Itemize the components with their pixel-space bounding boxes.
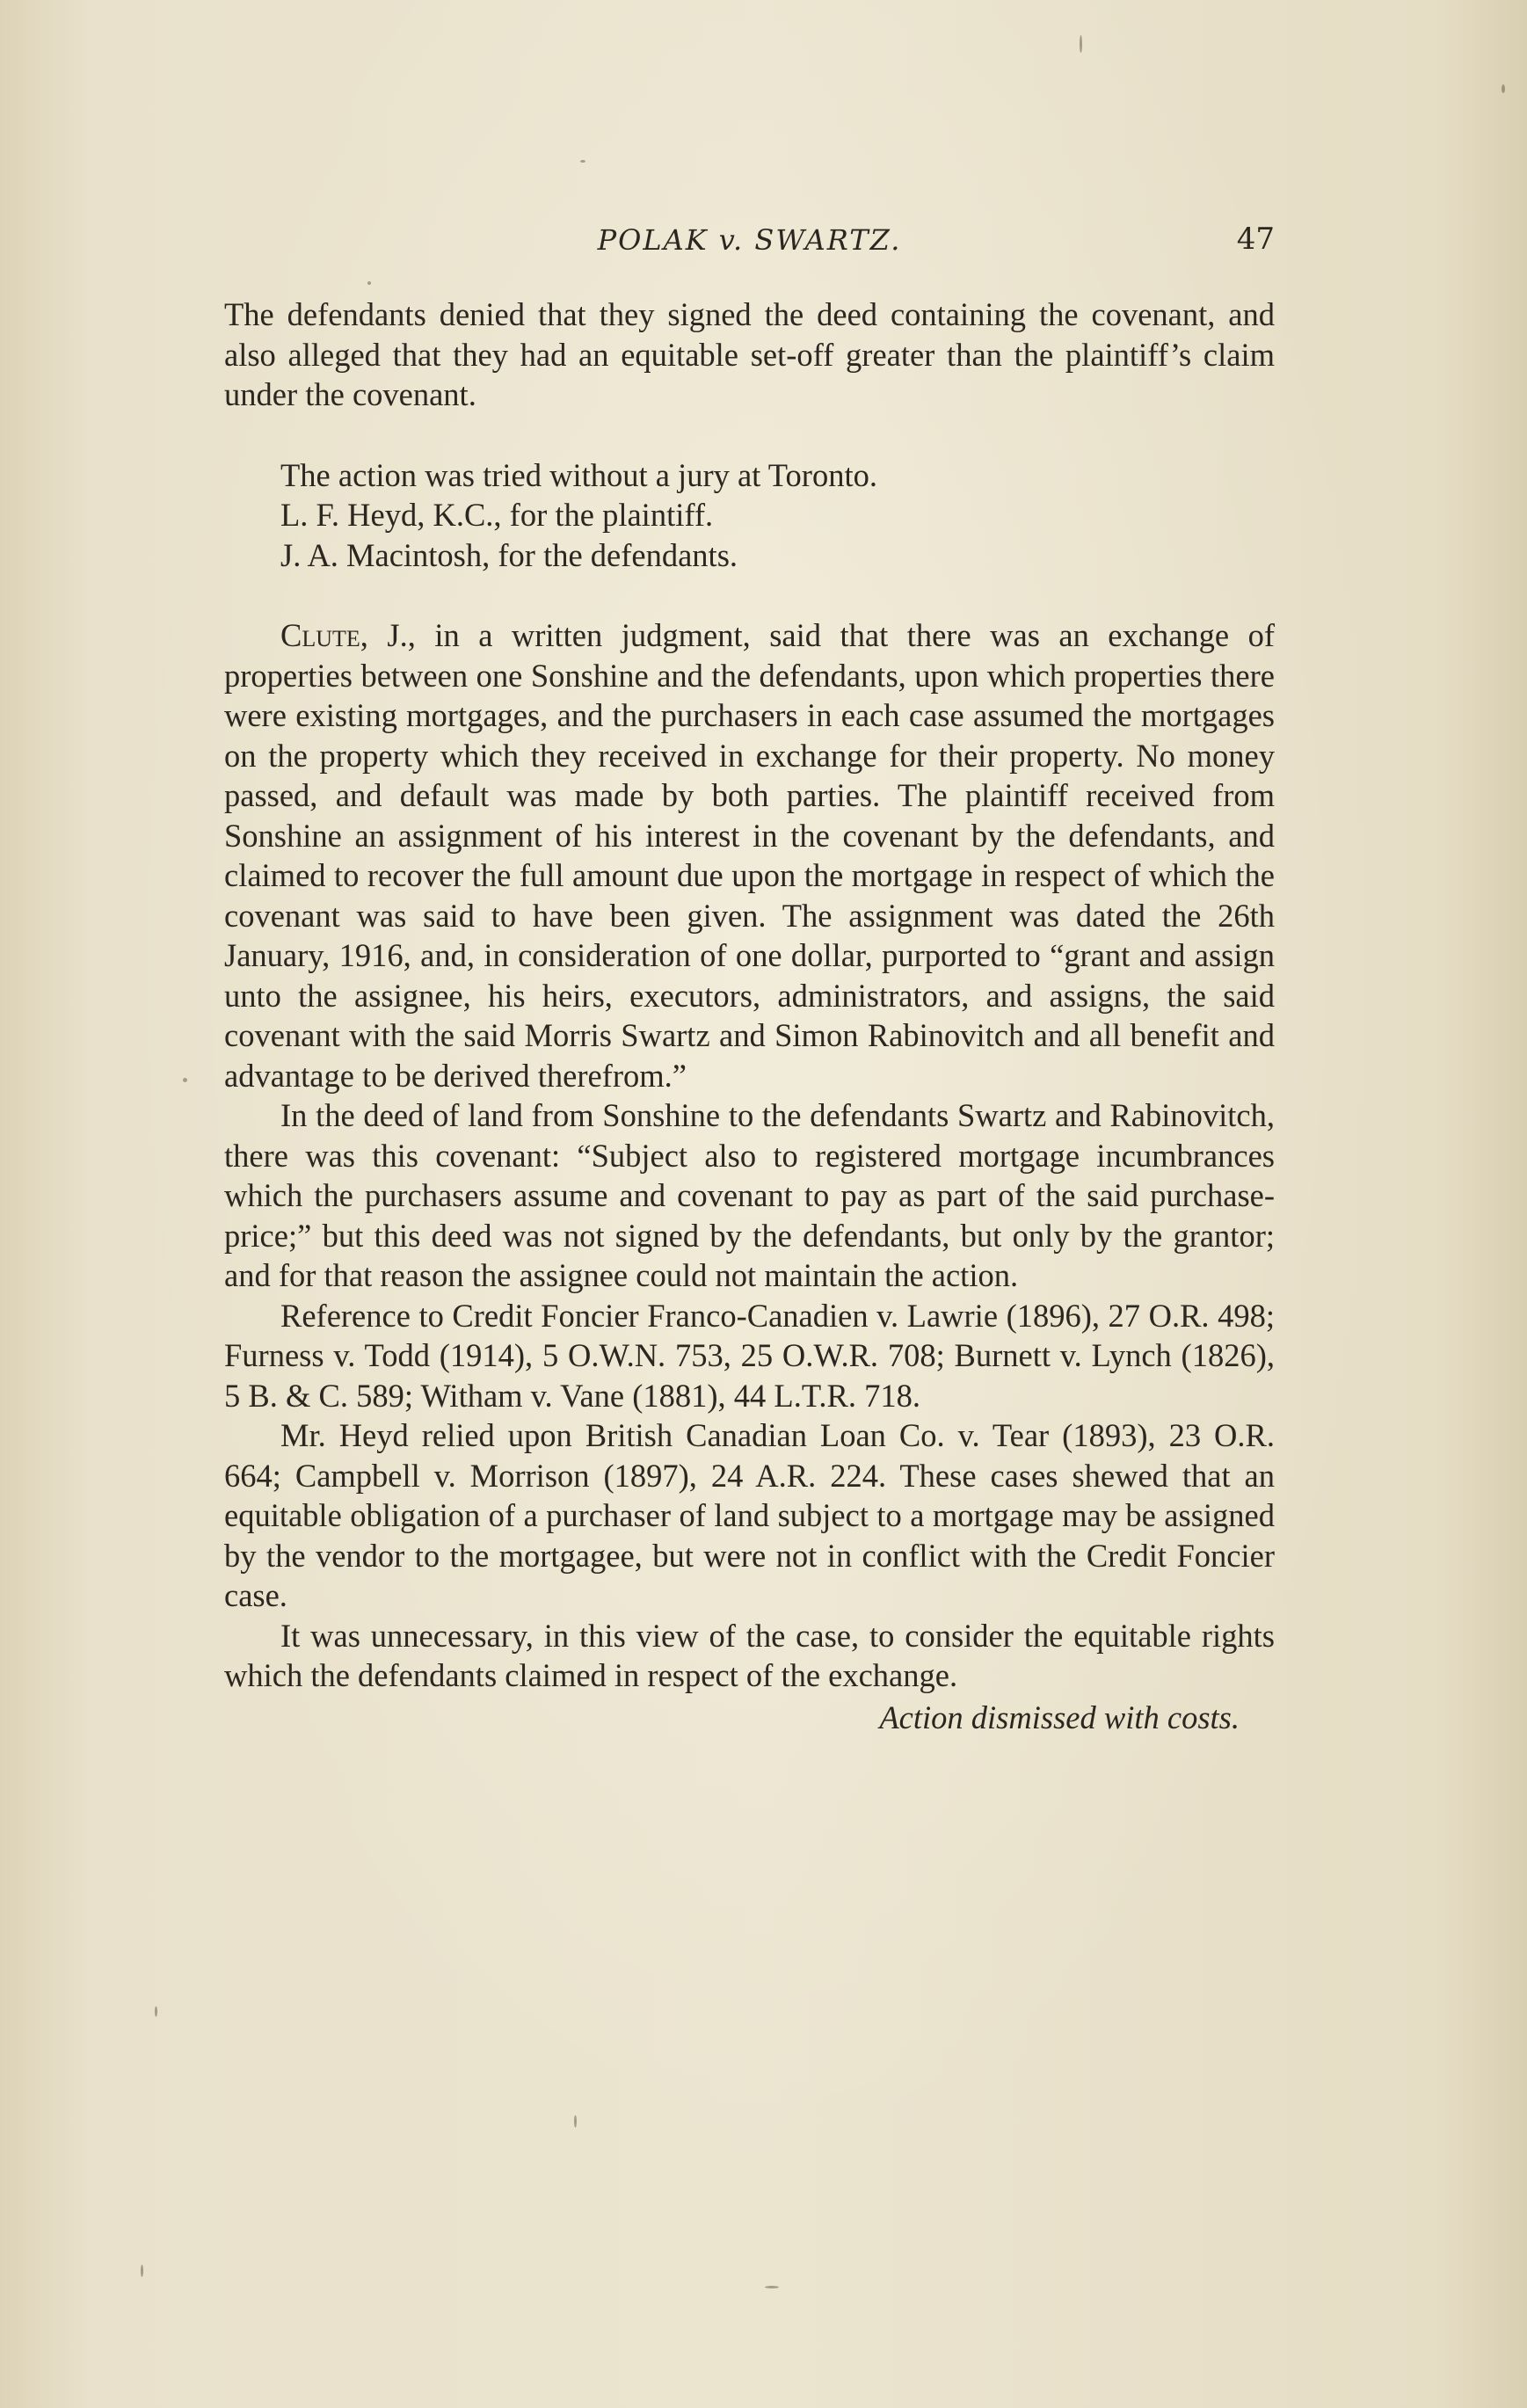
unnecessary-paragraph: It was unnecessary, in this view of the case, to consider the equitable rights which the defendants claimed in respect of the exchange. — [224, 1617, 1275, 1693]
counsel-defendants: J. A. Macintosh, for the defendants. — [280, 536, 738, 573]
paper-speck — [1502, 84, 1505, 93]
page-header — [224, 220, 1275, 264]
reference-paragraph: Reference to Credit Foncier Franco-Canadien v. Lawrie (1896), 27 O.R. 498; Furness v. Todd (1914), 5 O.W.N. 753, 25 O.W.R. 708; Burnett v. Lynch (1826), 5 B. & C. 589; Witham v. Vane (1881), 44 L.T.R. 718. — [224, 1297, 1275, 1414]
paper-speck — [574, 2115, 577, 2128]
page-number: 47 — [1236, 222, 1275, 257]
paper-speck — [367, 281, 371, 285]
paper-speck — [183, 1078, 187, 1082]
paper-speck — [580, 160, 585, 163]
running-title: POLAK v. SWARTZ. — [597, 223, 902, 257]
paper-speck — [1080, 35, 1082, 53]
deed-paragraph: In the deed of land from Sonshine to the defendants Swartz and Rabinovitch, there was this covenant: “Subject also to registered mortgage incumbrances which the purchasers assume and covenant to pay as part of the said purchase-price;” but this deed was not signed by the defendants, but only by the grantor; and for that reason the assignee could not maintain the action. — [224, 1097, 1275, 1293]
paper-speck — [765, 2286, 779, 2288]
disposition-line: Action dismissed with costs. — [879, 1699, 1240, 1735]
counsel-plaintiff: L. F. Heyd, K.C., for the plaintiff. — [280, 497, 714, 533]
intro-paragraph: The defendants denied that they signed the deed containing the covenant, and also alleged that they had an equitable set-off greater than the plaintiff’s claim under the covenant. — [224, 296, 1275, 412]
trial-line: The action was tried without a jury at Toronto. — [280, 456, 877, 493]
heyd-paragraph: Mr. Heyd relied upon British Canadian Loan Co. v. Tear (1893), 23 O.R. 664; Campbell v. Morrison (1897), 24 A.R. 224. These cases shewed that an equitable obligation of a purchaser of land subject to a mortgage may be assigned by the vendor to the mortgagee, but were not in conflict with the Credit Foncier case. — [224, 1417, 1275, 1613]
paper-speck — [141, 2265, 143, 2277]
judgment-text: , J., in a written judgment, said that there was an exchange of properties between one Sonshine and the defendants, upon which properties there were existing mortgages, and the purchasers in each case assumed the mortgages on the property which they received in exchange for their property. No money passed, and default was made by both parties. The plaintiff received from Sonshine an assignment of his interest in the covenant by the defendants, and claimed to recover the full amount due upon the mortgage in respect of which the covenant was said to have been given. The assignment was dated the 26th January, 1916, and, in consideration of one dollar, purported to “grant and assign unto the assignee, his heirs, executors, administrators, and assigns, the said covenant with the said Morris Swartz and Simon Rabinovitch and all benefit and advantage to be derived therefrom.” — [224, 617, 1275, 1094]
judge-name: Clute — [280, 617, 360, 653]
body-text — [224, 295, 1275, 1737]
paper-speck — [155, 2006, 157, 2017]
judgment-paragraph — [224, 615, 1275, 1095]
